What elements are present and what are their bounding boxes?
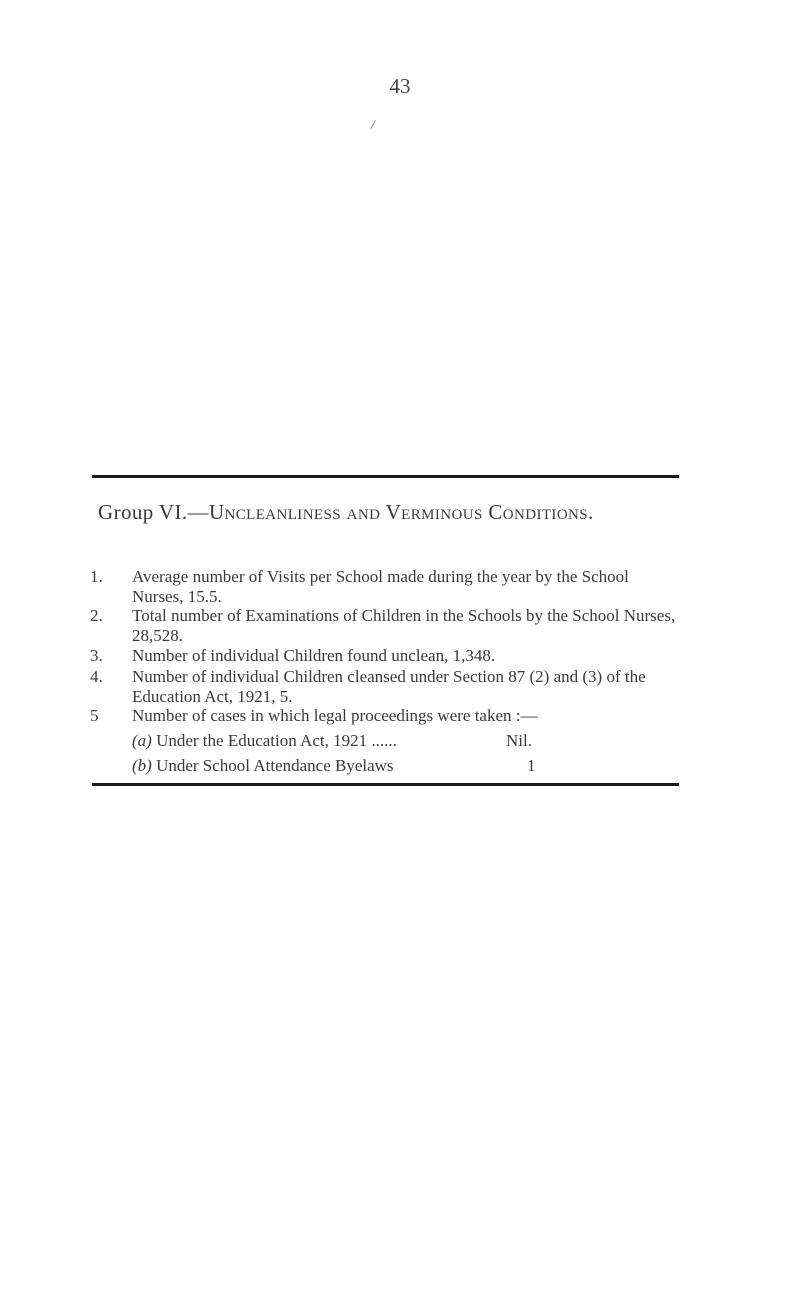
sub-item-value: 1	[527, 756, 536, 775]
item-text: Total number of Examinations of Children in the Schools by the School Nurses, 28,528.	[132, 606, 676, 645]
sub-item-text: Under School Attendance Byelaws	[156, 756, 394, 775]
page-number: 43	[389, 74, 411, 98]
sub-item	[132, 731, 532, 751]
stray-mark: /	[369, 117, 377, 134]
item-number: 4.	[90, 667, 103, 686]
item-text: Average number of Visits per School made during the year by the School Nurses, 15.5.	[132, 567, 629, 606]
sub-item-letter: (a)	[132, 731, 152, 750]
item-text: Number of individual Children cleansed under Section 87 (2) and (3) of the Education Act, 1921, 5.	[132, 667, 646, 706]
heading-prefix: Group VI.—	[98, 500, 209, 524]
item-number: 5	[90, 706, 99, 725]
section-heading	[98, 500, 594, 525]
heading-title: Uncleanliness and Verminous Conditions.	[208, 500, 594, 524]
item-number: 3.	[90, 646, 103, 665]
item-number: 1.	[90, 567, 103, 586]
top-rule	[92, 475, 679, 478]
sub-item	[132, 756, 536, 776]
sub-item-letter: (b)	[132, 756, 152, 775]
item-number: 2.	[90, 606, 103, 625]
bottom-rule	[92, 783, 679, 786]
item-text: Number of individual Children found unclean, 1,348.	[132, 646, 496, 665]
sub-item-value: Nil.	[506, 731, 532, 750]
item-text: Number of cases in which legal proceedings were taken :—	[132, 706, 538, 725]
sub-item-text: Under the Education Act, 1921 ......	[156, 731, 397, 750]
